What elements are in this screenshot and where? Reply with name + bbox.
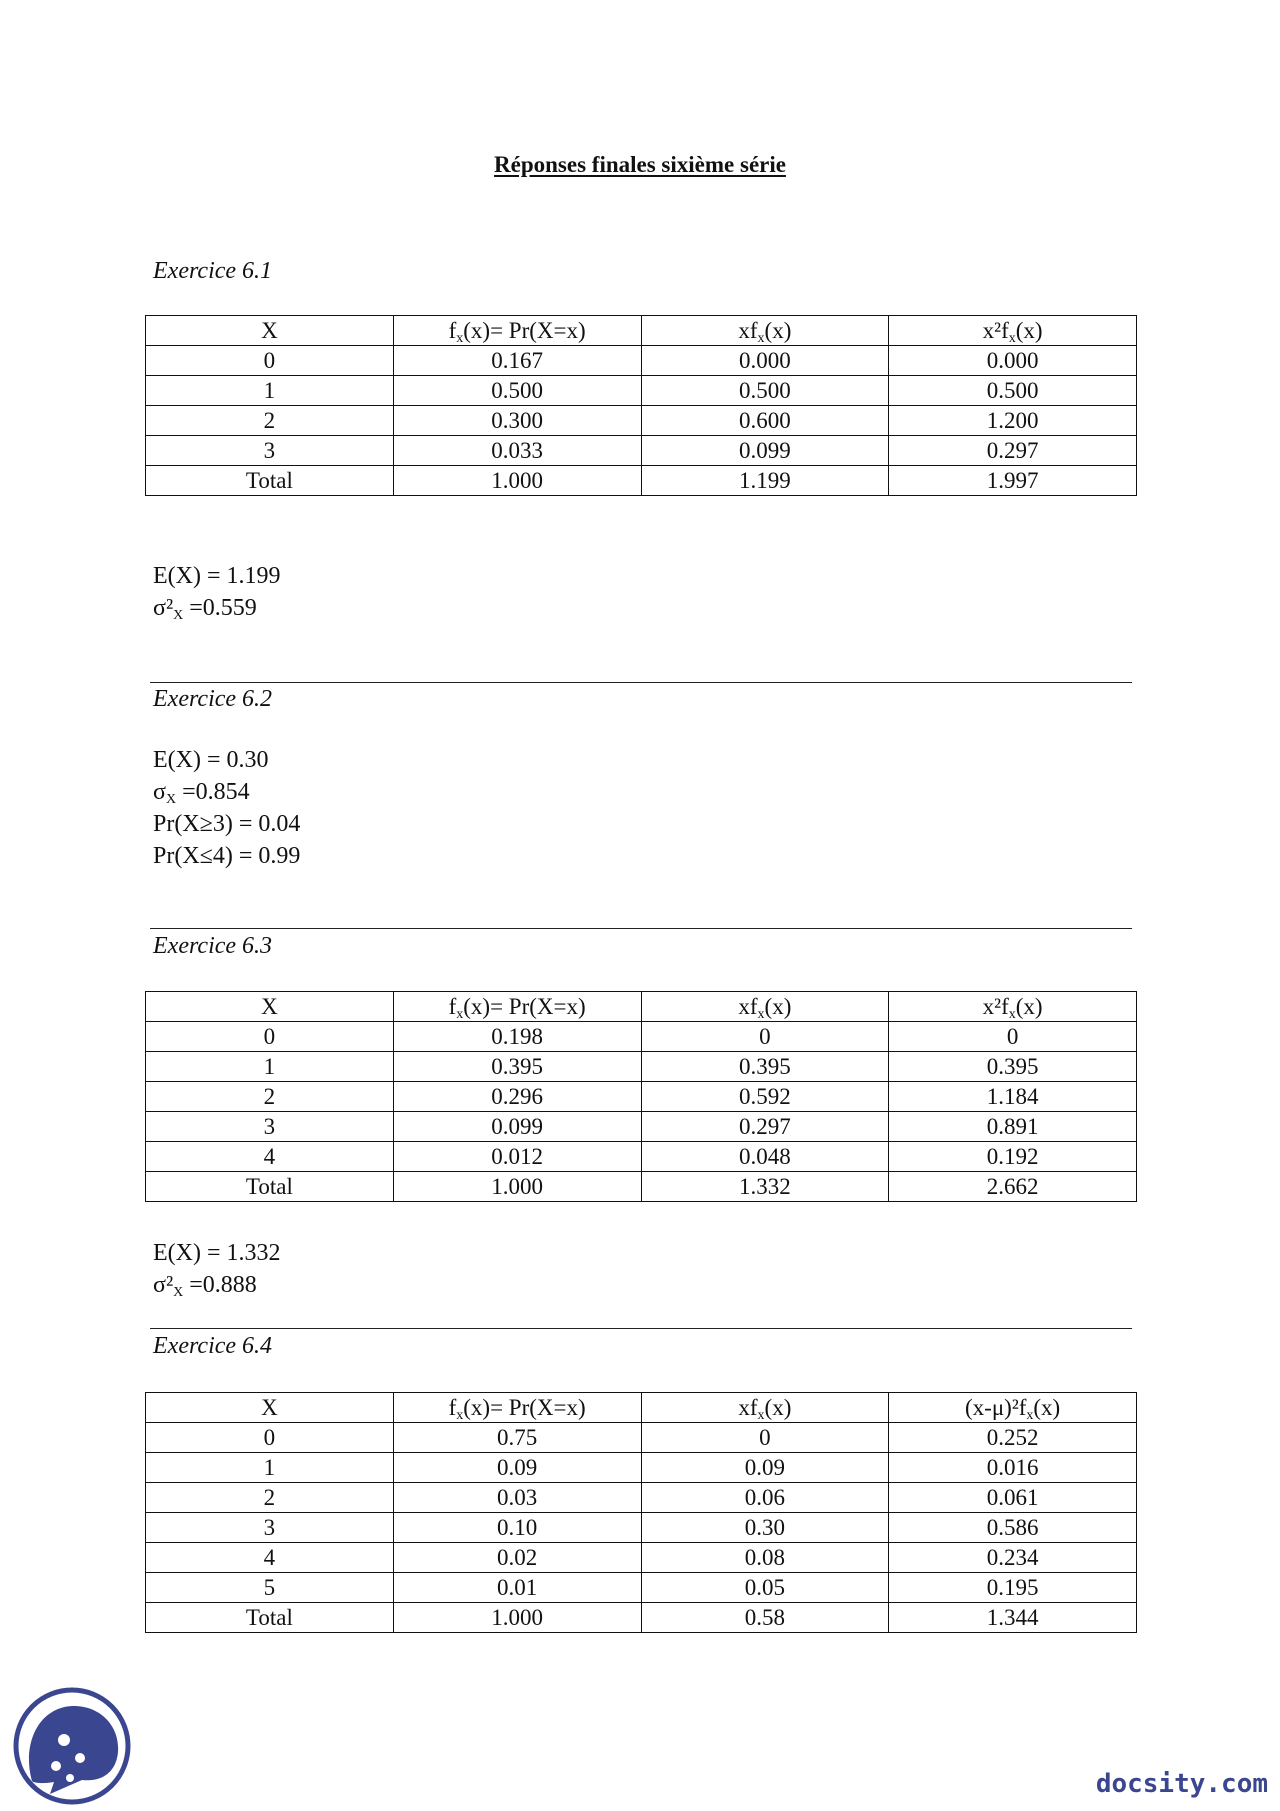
cell-xfx: 0.000 [641,346,889,376]
cell-x: 2 [146,1082,394,1112]
probability-le-4: Pr(X≤4) = 0.99 [153,843,301,869]
cell-fx: 0.033 [393,436,641,466]
header-x: X [146,1393,394,1423]
cell-xfx: 0.592 [641,1082,889,1112]
table-row [146,1573,1137,1603]
cell-x2fx: 0.195 [889,1573,1137,1603]
exercise-heading-6-3: Exercice 6.3 [153,933,273,959]
std-deviation: $\sigma_X =0.854$ [153,779,250,807]
expected-value: E(X) = 1.332 [153,1240,281,1266]
table-exercise-6-4 [145,1392,1137,1633]
cell-x: 3 [146,1513,394,1543]
cell-fx: 0.300 [393,406,641,436]
table-exercise-6-3 [145,991,1137,1202]
cell-x2fx: 0.016 [889,1453,1137,1483]
stats-exercise-6-3 [153,1237,281,1301]
cell-x2fx: 0.252 [889,1423,1137,1453]
header-xfx: $xf_x(x)$ [641,1393,889,1423]
docsity-watermark[interactable]: docsity.com [1095,1769,1268,1799]
cell-x: 1 [146,1052,394,1082]
table-row [146,376,1137,406]
cell-fx: 0.01 [393,1573,641,1603]
header-xfx: $xf_x(x)$ [641,992,889,1022]
cell-xfx: 1.199 [641,466,889,496]
exercise-heading-6-4: Exercice 6.4 [153,1333,273,1359]
cell-fx: 1.000 [393,1603,641,1633]
cell-x2fx: 1.344 [889,1603,1137,1633]
cell-fx: 0.09 [393,1453,641,1483]
cell-xfx: 1.332 [641,1172,889,1202]
cell-x2fx: 0 [889,1022,1137,1052]
cell-fx: 0.500 [393,376,641,406]
cell-x: 0 [146,346,394,376]
cell-x2fx: 0.891 [889,1112,1137,1142]
cell-xfx: 0 [641,1022,889,1052]
header-x: X [146,992,394,1022]
table-row [146,1513,1137,1543]
cell-fx: 0.02 [393,1543,641,1573]
section-divider [150,1328,1132,1329]
cell-x: 0 [146,1022,394,1052]
cell-fx: 0.198 [393,1022,641,1052]
table-header-row [146,1393,1137,1423]
table-row [146,1453,1137,1483]
header-x2fx: $x^2f_x(x)$ [889,992,1137,1022]
table-row [146,1052,1137,1082]
cell-xfx: 0 [641,1423,889,1453]
cell-x2fx: 0.395 [889,1052,1137,1082]
header-fx: $f_x(x)= Pr(X=x)$ [393,1393,641,1423]
cell-x: 4 [146,1142,394,1172]
cell-xfx: 0.05 [641,1573,889,1603]
cell-x: 3 [146,436,394,466]
cell-xfx: 0.09 [641,1453,889,1483]
cell-x2fx: 0.061 [889,1483,1137,1513]
cell-xfx: 0.58 [641,1603,889,1633]
table-row [146,346,1137,376]
header-xfx: $xf_x(x)$ [641,316,889,346]
cell-x: Total [146,1603,394,1633]
cell-fx: 0.012 [393,1142,641,1172]
header-fx: $f_x(x)= Pr(X=x)$ [393,316,641,346]
table-row [146,406,1137,436]
header-variance-term: $(x-\mu)^2f_x(x)$ [889,1393,1137,1423]
page-title: Réponses finales sixième série [494,152,786,177]
table-row [146,1142,1137,1172]
exercise-heading-6-2: Exercice 6.2 [153,686,273,712]
table-row [146,1423,1137,1453]
cell-x2fx: 1.200 [889,406,1137,436]
table-total-row [146,466,1137,496]
cell-fx: 1.000 [393,466,641,496]
cell-x2fx: 0.234 [889,1543,1137,1573]
cell-x: 3 [146,1112,394,1142]
table-exercise-6-1 [145,315,1137,496]
cell-fx: 0.296 [393,1082,641,1112]
cell-x: 4 [146,1543,394,1573]
cell-fx: 0.099 [393,1112,641,1142]
cell-fx: 0.75 [393,1423,641,1453]
cell-x: 2 [146,406,394,436]
cell-x2fx: 0.586 [889,1513,1137,1543]
expected-value: E(X) = 1.199 [153,563,281,589]
table-row [146,1022,1137,1052]
cell-x2fx: 1.184 [889,1082,1137,1112]
variance: $\sigma^2_X =0.888$ [153,1272,257,1300]
cell-xfx: 0.099 [641,436,889,466]
table-row [146,1112,1137,1142]
cell-fx: 0.03 [393,1483,641,1513]
header-x2fx: $x^2f_x(x)$ [889,316,1137,346]
expected-value: E(X) = 0.30 [153,747,269,773]
cell-x: Total [146,1172,394,1202]
stats-exercise-6-1 [153,560,281,624]
cell-xfx: 0.30 [641,1513,889,1543]
stats-exercise-6-2 [153,744,300,872]
cell-xfx: 0.297 [641,1112,889,1142]
header-fx: $f_x(x)= Pr(X=x)$ [393,992,641,1022]
cell-xfx: 0.500 [641,376,889,406]
cell-fx: 0.10 [393,1513,641,1543]
cell-xfx: 0.600 [641,406,889,436]
table-row [146,1082,1137,1112]
cell-xfx: 0.395 [641,1052,889,1082]
cell-x2fx: 2.662 [889,1172,1137,1202]
probability-ge-3: Pr(X≥3) = 0.04 [153,811,301,837]
header-x: X [146,316,394,346]
cell-x: 1 [146,1453,394,1483]
table-row [146,1483,1137,1513]
table-total-row [146,1172,1137,1202]
section-divider [150,682,1132,683]
cell-x2fx: 0.297 [889,436,1137,466]
cell-xfx: 0.06 [641,1483,889,1513]
cell-x2fx: 0.000 [889,346,1137,376]
cell-x2fx: 0.500 [889,376,1137,406]
cell-fx: 0.395 [393,1052,641,1082]
cell-x: Total [146,466,394,496]
docsity-logo-icon [12,1686,132,1806]
variance: $\sigma^2_X =0.559$ [153,595,257,623]
cell-xfx: 0.08 [641,1543,889,1573]
cell-fx: 0.167 [393,346,641,376]
cell-x: 0 [146,1423,394,1453]
cell-x: 5 [146,1573,394,1603]
exercise-heading-6-1: Exercice 6.1 [153,258,273,284]
cell-x2fx: 1.997 [889,466,1137,496]
table-header-row [146,992,1137,1022]
cell-x2fx: 0.192 [889,1142,1137,1172]
table-header-row [146,316,1137,346]
cell-x: 1 [146,376,394,406]
cell-x: 2 [146,1483,394,1513]
table-row [146,1543,1137,1573]
table-total-row [146,1603,1137,1633]
table-row [146,436,1137,466]
section-divider [150,928,1132,929]
cell-xfx: 0.048 [641,1142,889,1172]
cell-fx: 1.000 [393,1172,641,1202]
